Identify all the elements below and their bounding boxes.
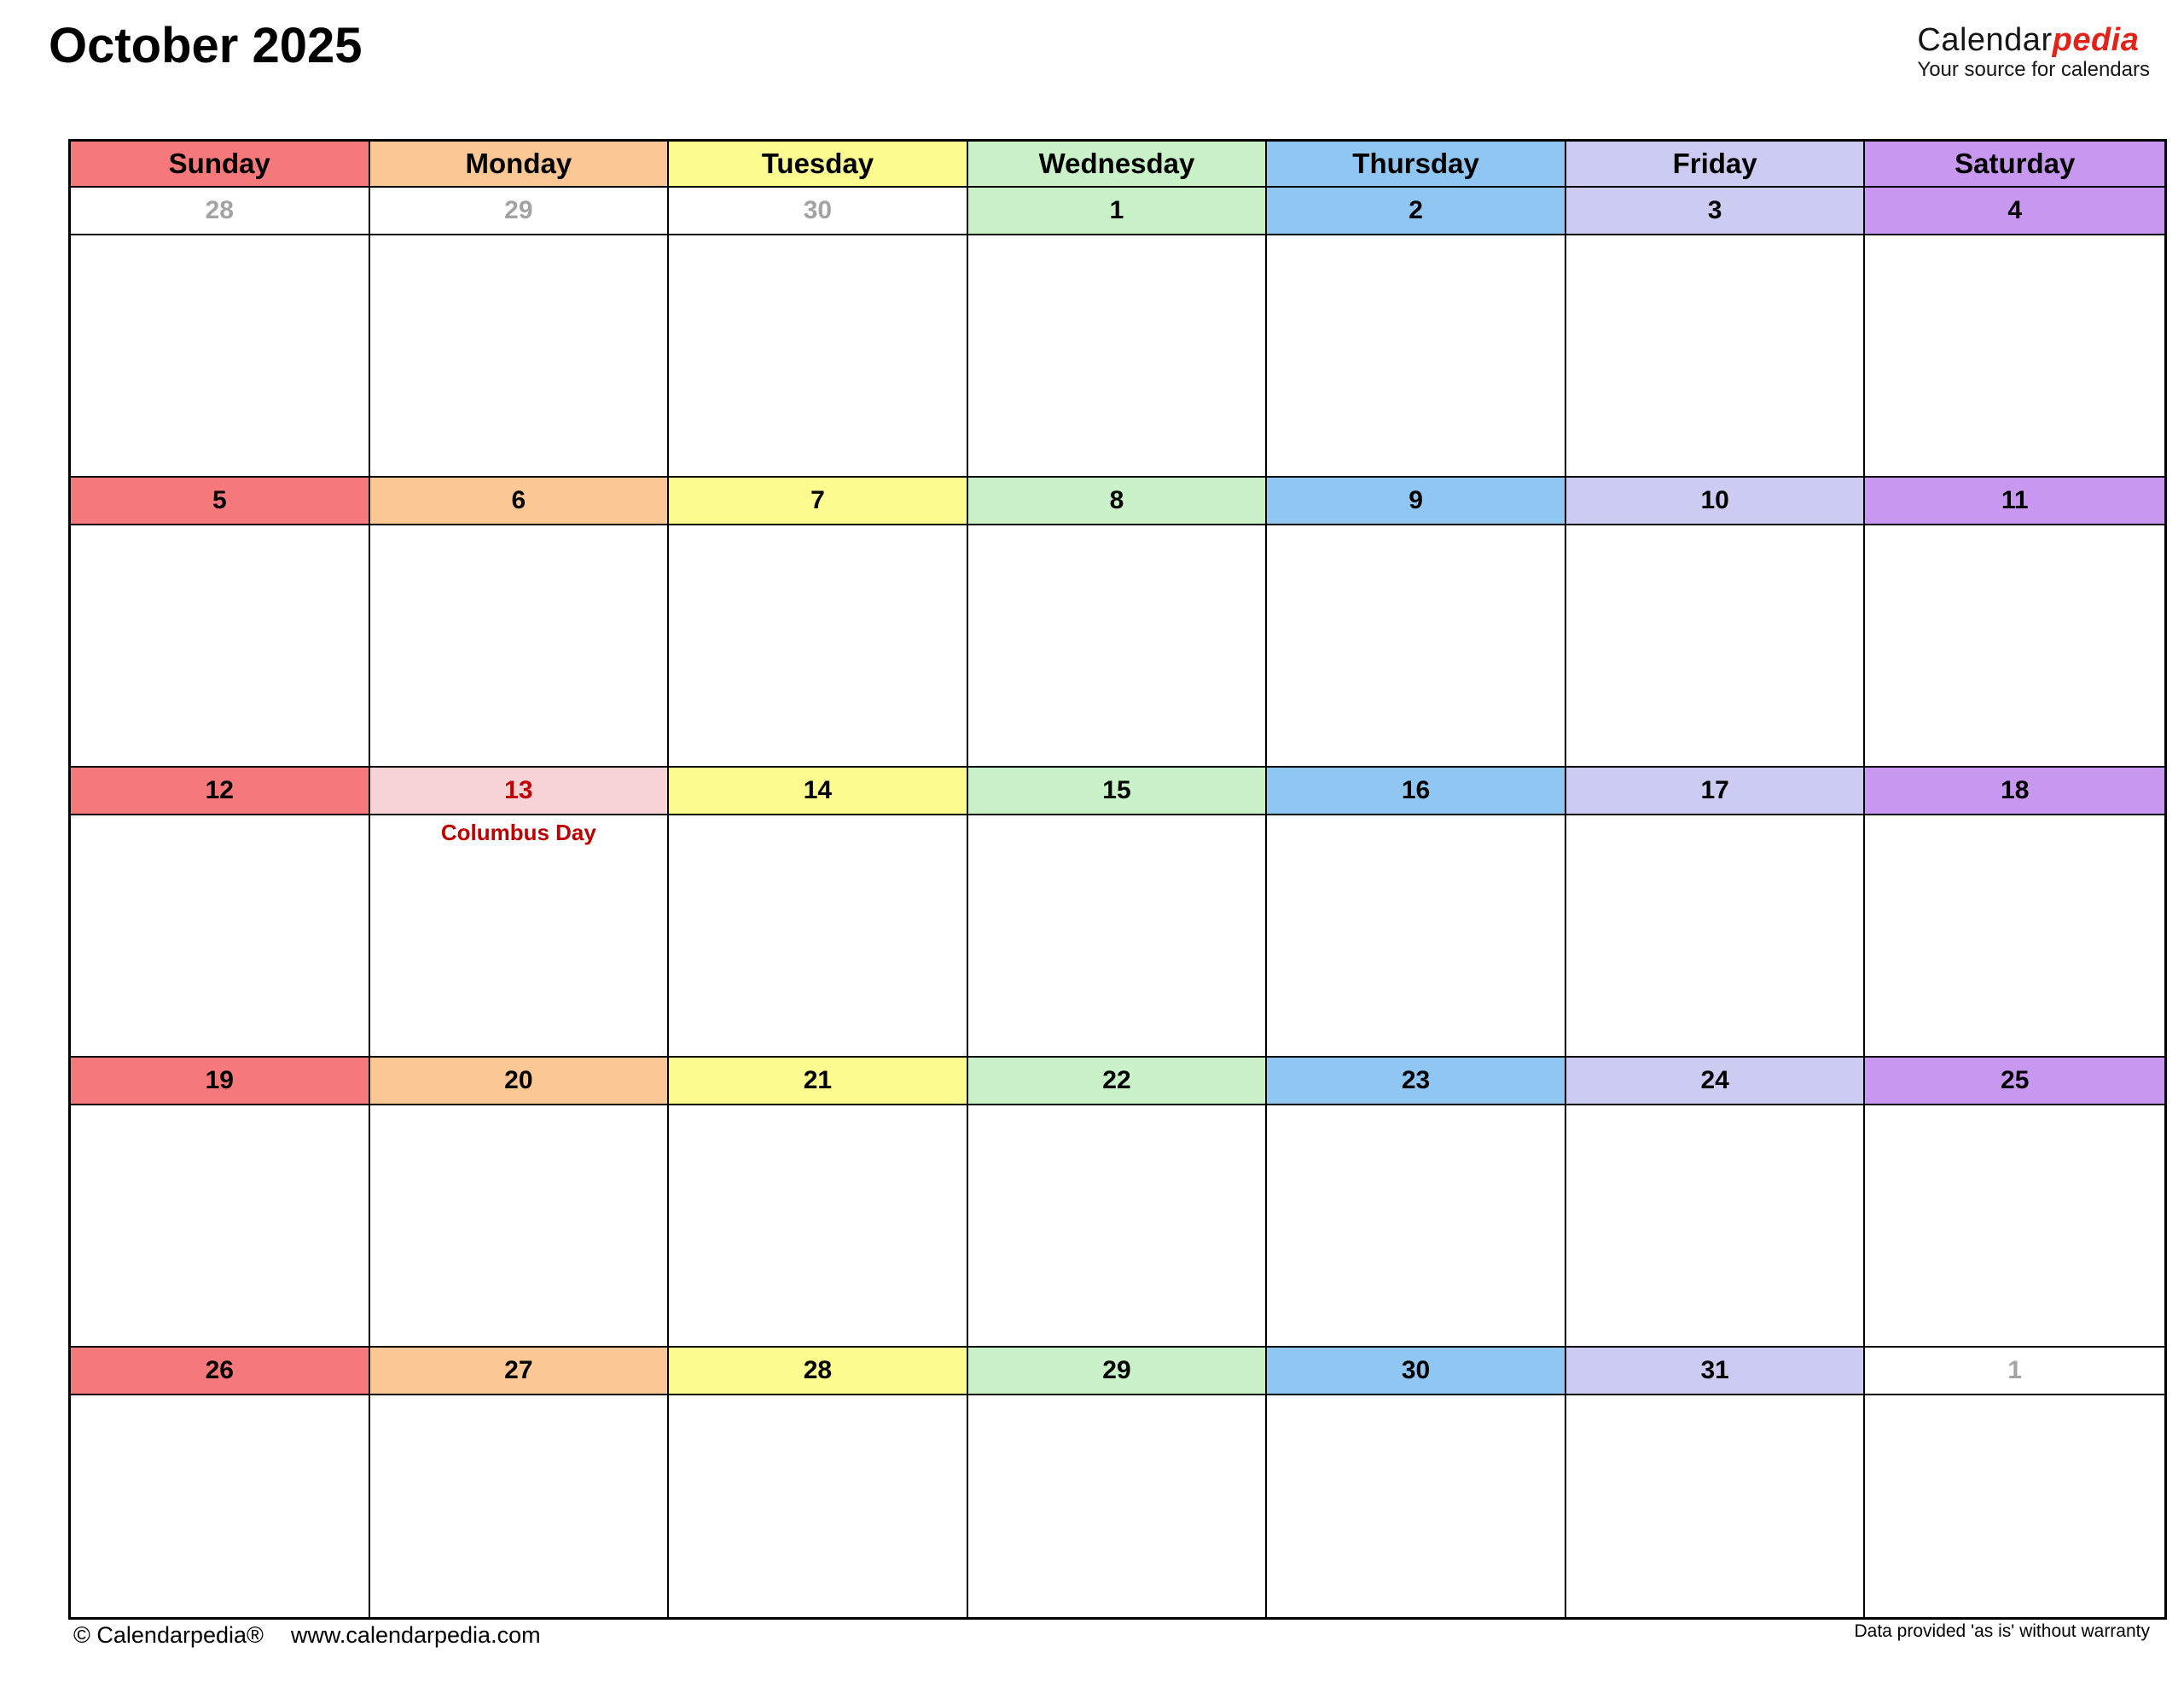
date-cell-week4-thursday: 23 (1267, 1058, 1566, 1105)
day-body-week3-thursday (1267, 815, 1566, 1058)
date-cell-week5-thursday: 30 (1267, 1348, 1566, 1395)
date-cell-week5-monday: 27 (370, 1348, 670, 1395)
date-cell-week3-friday: 17 (1566, 768, 1866, 815)
day-body-week4-tuesday (669, 1105, 968, 1348)
day-body-week1-sunday (71, 235, 370, 478)
page-title: October 2025 (49, 18, 363, 73)
date-cell-week4-friday: 24 (1566, 1058, 1866, 1105)
day-body-week4-wednesday (968, 1105, 1268, 1348)
logo-tagline: Your source for calendars (1917, 57, 2150, 81)
date-cell-week3-saturday: 18 (1865, 768, 2164, 815)
date-cell-week5-saturday: 1 (1865, 1348, 2164, 1395)
date-cell-week3-thursday: 16 (1267, 768, 1566, 815)
date-cell-week1-thursday: 2 (1267, 188, 1566, 235)
day-body-week5-wednesday (968, 1395, 1268, 1617)
footer-copyright (73, 1622, 541, 1649)
day-body-week3-wednesday (968, 815, 1268, 1058)
day-body-week4-saturday (1865, 1105, 2164, 1348)
date-cell-week5-sunday: 26 (71, 1348, 370, 1395)
day-body-week2-tuesday (669, 525, 968, 768)
day-body-week3-saturday (1865, 815, 2164, 1058)
weekday-header-thursday: Thursday (1267, 142, 1566, 188)
day-body-week1-tuesday (669, 235, 968, 478)
date-cell-week2-friday: 10 (1566, 478, 1866, 525)
day-body-week1-wednesday (968, 235, 1268, 478)
day-body-week1-saturday (1865, 235, 2164, 478)
website-link[interactable]: www.calendarpedia.com (290, 1622, 541, 1648)
day-body-week2-sunday (71, 525, 370, 768)
date-cell-week1-sunday: 28 (71, 188, 370, 235)
date-cell-week5-tuesday: 28 (669, 1348, 968, 1395)
day-body-week2-monday (370, 525, 670, 768)
date-cell-week2-thursday: 9 (1267, 478, 1566, 525)
date-cell-week2-sunday: 5 (71, 478, 370, 525)
day-body-week3-tuesday (669, 815, 968, 1058)
date-cell-week3-sunday: 12 (71, 768, 370, 815)
day-body-week5-tuesday (669, 1395, 968, 1617)
day-body-week1-monday (370, 235, 670, 478)
weekday-header-sunday: Sunday (71, 142, 370, 188)
date-cell-week4-wednesday: 22 (968, 1058, 1268, 1105)
date-cell-week4-monday: 20 (370, 1058, 670, 1105)
day-body-week2-thursday (1267, 525, 1566, 768)
date-cell-week2-monday: 6 (370, 478, 670, 525)
day-body-week2-friday (1566, 525, 1866, 768)
weekday-header-friday: Friday (1566, 142, 1866, 188)
calendar-grid (68, 139, 2167, 1620)
day-body-week3-friday (1566, 815, 1866, 1058)
date-cell-week4-saturday: 25 (1865, 1058, 2164, 1105)
weekday-header-monday: Monday (370, 142, 670, 188)
logo-part-calendar: Calendar (1917, 22, 2053, 58)
day-body-week4-thursday (1267, 1105, 1566, 1348)
day-body-week4-friday (1566, 1105, 1866, 1348)
copyright-text: © Calendarpedia® (73, 1622, 264, 1648)
date-cell-week1-saturday: 4 (1865, 188, 2164, 235)
day-body-week5-saturday (1865, 1395, 2164, 1617)
date-cell-week5-wednesday: 29 (968, 1348, 1268, 1395)
day-body-week5-monday (370, 1395, 670, 1617)
calendarpedia-logo (1917, 24, 2150, 80)
day-body-week5-thursday (1267, 1395, 1566, 1617)
date-cell-week1-monday: 29 (370, 188, 670, 235)
date-cell-week1-wednesday: 1 (968, 188, 1268, 235)
date-cell-week3-wednesday: 15 (968, 768, 1268, 815)
day-body-week5-friday (1566, 1395, 1866, 1617)
date-cell-week2-saturday: 11 (1865, 478, 2164, 525)
weekday-header-saturday: Saturday (1865, 142, 2164, 188)
day-body-week1-friday (1566, 235, 1866, 478)
day-body-week4-monday (370, 1105, 670, 1348)
logo-part-pedia: pedia (2052, 22, 2140, 58)
day-body-week3-monday (370, 815, 670, 1058)
date-cell-week1-tuesday: 30 (669, 188, 968, 235)
date-cell-week5-friday: 31 (1566, 1348, 1866, 1395)
weekday-header-tuesday: Tuesday (669, 142, 968, 188)
date-cell-week3-monday: 13 (370, 768, 670, 815)
weekday-header-wednesday: Wednesday (968, 142, 1268, 188)
day-body-week2-saturday (1865, 525, 2164, 768)
footer-disclaimer: Data provided 'as is' without warranty (1854, 1621, 2150, 1641)
date-cell-week4-sunday: 19 (71, 1058, 370, 1105)
day-body-week4-sunday (71, 1105, 370, 1348)
day-body-week1-thursday (1267, 235, 1566, 478)
day-body-week5-sunday (71, 1395, 370, 1617)
date-cell-week3-tuesday: 14 (669, 768, 968, 815)
date-cell-week2-wednesday: 8 (968, 478, 1268, 525)
day-body-week2-wednesday (968, 525, 1268, 768)
holiday-label: Columbus Day (440, 820, 596, 845)
day-body-week3-sunday (71, 815, 370, 1058)
date-cell-week2-tuesday: 7 (669, 478, 968, 525)
logo-wordmark (1917, 24, 2150, 58)
date-cell-week4-tuesday: 21 (669, 1058, 968, 1105)
date-cell-week1-friday: 3 (1566, 188, 1866, 235)
